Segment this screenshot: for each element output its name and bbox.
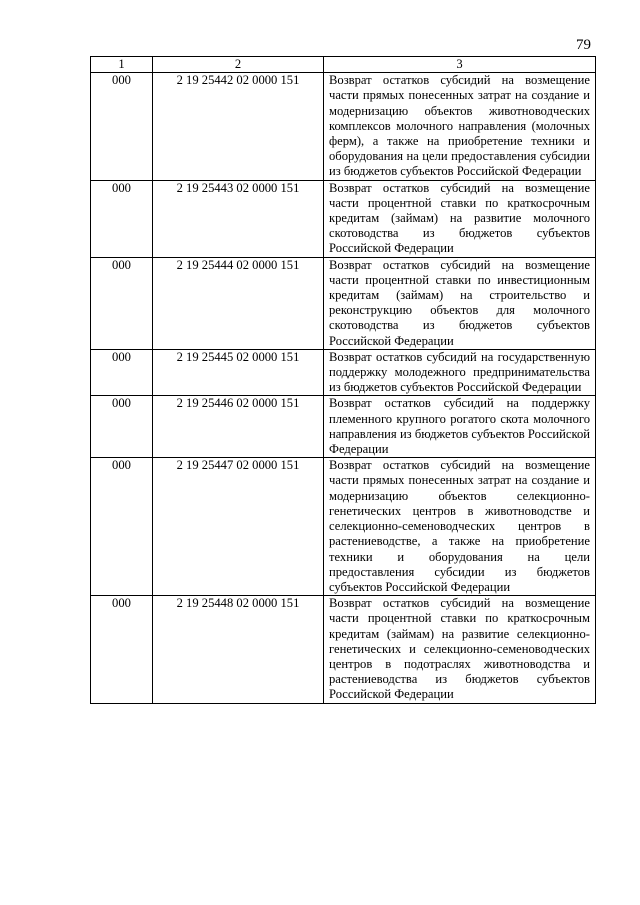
admin-code-cell: 000: [91, 349, 153, 396]
table-body: [91, 73, 596, 703]
budget-codes-table: [90, 56, 596, 704]
budget-code-cell: 2 19 25445 02 0000 151: [153, 349, 324, 396]
header-col-1: 1: [91, 57, 153, 73]
table-row: [91, 458, 596, 596]
table-row: [91, 73, 596, 180]
description-cell: Возврат остатков субсидий на возмещение части процентной ставки по краткосрочным кредитам (займам) на развитие молочного скотоводства из бюджетов субъектов Российской Федерации: [324, 180, 596, 257]
description-cell: Возврат остатков субсидий на возмещение части прямых понесенных затрат на создание и модернизацию объектов селекционно-генетических центров в животноводстве и селекционно-семеноводческих центров в растениеводстве, а также на приобретение техники и оборудования на цели предоставления субсидии из бюджетов субъектов Российской Федерации: [324, 458, 596, 596]
table-row: [91, 349, 596, 396]
admin-code-cell: 000: [91, 396, 153, 458]
header-col-2: 2: [153, 57, 324, 73]
budget-code-cell: 2 19 25447 02 0000 151: [153, 458, 324, 596]
table-row: [91, 596, 596, 703]
table-header-row: [91, 57, 596, 73]
page-number: 79: [576, 37, 591, 53]
admin-code-cell: 000: [91, 596, 153, 703]
admin-code-cell: 000: [91, 180, 153, 257]
budget-code-cell: 2 19 25444 02 0000 151: [153, 257, 324, 349]
admin-code-cell: 000: [91, 458, 153, 596]
description-cell: Возврат остатков субсидий на возмещение части прямых понесенных затрат на создание и модернизацию объектов животноводческих комплексов молочного направления (молочных ферм), а также на приобретение техники и оборудования на цели предоставления субсидии из бюджетов субъектов Российской Федерации: [324, 73, 596, 180]
description-cell: Возврат остатков субсидий на поддержку племенного крупного рогатого скота молочного направления из бюджетов субъектов Российской Федерации: [324, 396, 596, 458]
budget-code-cell: 2 19 25443 02 0000 151: [153, 180, 324, 257]
table-row: [91, 180, 596, 257]
description-cell: Возврат остатков субсидий на возмещение части процентной ставки по краткосрочным кредитам (займам) на развитие селекционно-генетических и селекционно-семеноводческих центров в подотраслях животноводства и растениеводства из бюджетов субъектов Российской Федерации: [324, 596, 596, 703]
description-cell: Возврат остатков субсидий на возмещение части процентной ставки по инвестиционным кредитам (займам) на строительство и реконструкцию объектов для молочного скотоводства из бюджетов субъектов Российской Федерации: [324, 257, 596, 349]
budget-code-cell: 2 19 25448 02 0000 151: [153, 596, 324, 703]
table-row: [91, 396, 596, 458]
budget-code-cell: 2 19 25446 02 0000 151: [153, 396, 324, 458]
admin-code-cell: 000: [91, 73, 153, 180]
table-row: [91, 257, 596, 349]
header-col-3: 3: [324, 57, 596, 73]
admin-code-cell: 000: [91, 257, 153, 349]
budget-code-cell: 2 19 25442 02 0000 151: [153, 73, 324, 180]
table-header: [91, 57, 596, 73]
description-cell: Возврат остатков субсидий на государственную поддержку молодежного предпринимательства из бюджетов субъектов Российской Федерации: [324, 349, 596, 396]
